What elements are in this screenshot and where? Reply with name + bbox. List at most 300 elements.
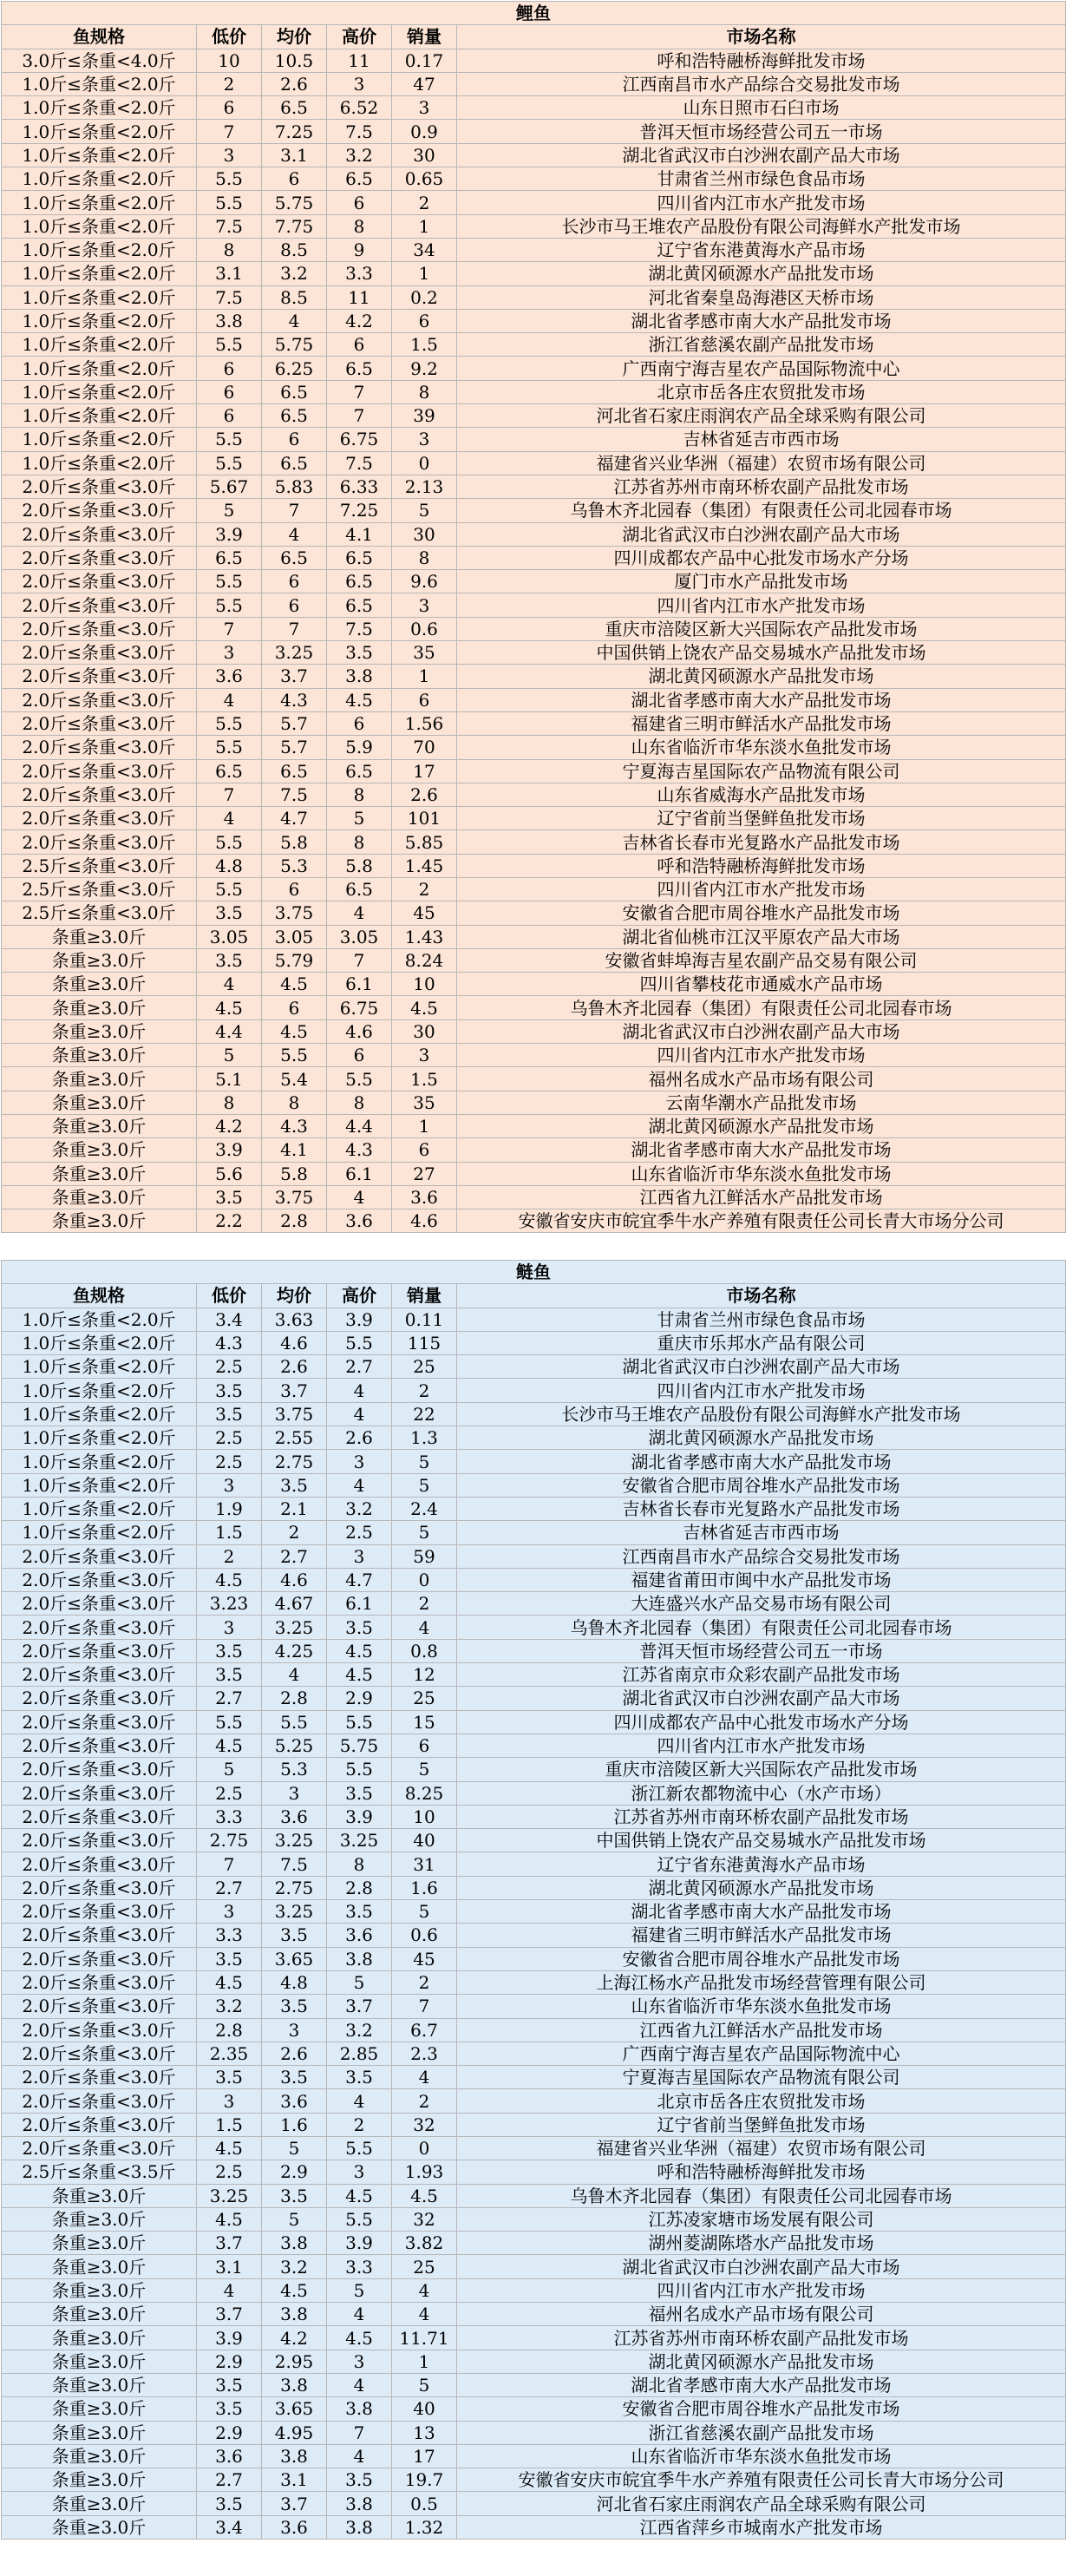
table-row bbox=[2, 2113, 1066, 2136]
avg-price-cell: 6.5 bbox=[262, 380, 327, 403]
header-spec: 鱼规格 bbox=[2, 1284, 197, 1308]
market-name-cell: 宁夏海吉星国际农产品物流有限公司 bbox=[457, 2066, 1066, 2089]
table-row bbox=[2, 688, 1066, 711]
spec-cell: 3.0斤≤条重<4.0斤 bbox=[2, 49, 197, 72]
spec-cell: 1.0斤≤条重<2.0斤 bbox=[2, 143, 197, 167]
volume-cell: 1.32 bbox=[392, 2515, 457, 2539]
low-price-cell: 1.5 bbox=[197, 2113, 262, 2136]
high-price-cell: 7.5 bbox=[327, 120, 392, 143]
table-row bbox=[2, 948, 1066, 972]
volume-cell: 0.2 bbox=[392, 285, 457, 309]
avg-price-cell: 8 bbox=[262, 1091, 327, 1114]
avg-price-cell: 6.5 bbox=[262, 404, 327, 428]
table-row bbox=[2, 214, 1066, 238]
table-row bbox=[2, 72, 1066, 95]
high-price-cell: 4 bbox=[327, 1402, 392, 1426]
avg-price-cell: 3.75 bbox=[262, 1185, 327, 1209]
volume-cell: 47 bbox=[392, 72, 457, 95]
market-name-cell: 湖北省孝感市南大水产品批发市场 bbox=[457, 309, 1066, 332]
table-row bbox=[2, 996, 1066, 1019]
market-name-cell: 四川省攀枝花市通威水产品市场 bbox=[457, 973, 1066, 996]
high-price-cell: 7.5 bbox=[327, 617, 392, 640]
low-price-cell: 7.5 bbox=[197, 285, 262, 309]
volume-cell: 30 bbox=[392, 1019, 457, 1043]
table-row bbox=[2, 2515, 1066, 2539]
high-price-cell: 11 bbox=[327, 285, 392, 309]
table-row bbox=[2, 1734, 1066, 1757]
volume-cell: 0.11 bbox=[392, 1308, 457, 1331]
spec-cell: 条重≥3.0斤 bbox=[2, 948, 197, 972]
table-row bbox=[2, 854, 1066, 877]
spec-cell: 2.0斤≤条重<3.0斤 bbox=[2, 617, 197, 640]
spec-cell: 1.0斤≤条重<2.0斤 bbox=[2, 167, 197, 191]
table-row bbox=[2, 2421, 1066, 2444]
volume-cell: 0 bbox=[392, 1568, 457, 1591]
spec-cell: 条重≥3.0斤 bbox=[2, 2303, 197, 2326]
volume-cell: 1.5 bbox=[392, 333, 457, 357]
avg-price-cell: 3.25 bbox=[262, 641, 327, 665]
high-price-cell: 6.33 bbox=[327, 475, 392, 498]
volume-cell: 2.6 bbox=[392, 783, 457, 806]
high-price-cell: 6.5 bbox=[327, 167, 392, 191]
spec-cell: 1.0斤≤条重<2.0斤 bbox=[2, 309, 197, 332]
avg-price-cell: 3.2 bbox=[262, 2255, 327, 2278]
market-name-cell: 湖北省武汉市白沙洲农副产品大市场 bbox=[457, 2255, 1066, 2278]
avg-price-cell: 8.5 bbox=[262, 285, 327, 309]
market-name-cell: 乌鲁木齐北园春（集团）有限责任公司北园春市场 bbox=[457, 1616, 1066, 1639]
volume-cell: 3.6 bbox=[392, 1185, 457, 1209]
high-price-cell: 4 bbox=[327, 901, 392, 925]
low-price-cell: 3.5 bbox=[197, 1663, 262, 1687]
low-price-cell: 3.5 bbox=[197, 2492, 262, 2515]
avg-price-cell: 3.05 bbox=[262, 925, 327, 948]
low-price-cell: 3 bbox=[197, 1616, 262, 1639]
avg-price-cell: 3.7 bbox=[262, 2492, 327, 2515]
high-price-cell: 7 bbox=[327, 2421, 392, 2444]
avg-price-cell: 6 bbox=[262, 593, 327, 617]
avg-price-cell: 7.25 bbox=[262, 120, 327, 143]
volume-cell: 4 bbox=[392, 2278, 457, 2302]
low-price-cell: 3.1 bbox=[197, 2255, 262, 2278]
volume-cell: 5 bbox=[392, 1758, 457, 1781]
avg-price-cell: 2 bbox=[262, 1521, 327, 1544]
volume-cell: 32 bbox=[392, 2207, 457, 2231]
low-price-cell: 3.23 bbox=[197, 1592, 262, 1616]
avg-price-cell: 5.3 bbox=[262, 854, 327, 877]
high-price-cell: 4.5 bbox=[327, 2184, 392, 2207]
volume-cell: 1 bbox=[392, 262, 457, 285]
volume-cell: 2.4 bbox=[392, 1497, 457, 1520]
avg-price-cell: 3 bbox=[262, 2018, 327, 2042]
market-name-cell: 辽宁省东港黄海水产品市场 bbox=[457, 238, 1066, 261]
low-price-cell: 6.5 bbox=[197, 546, 262, 569]
spec-cell: 2.0斤≤条重<3.0斤 bbox=[2, 1805, 197, 1828]
low-price-cell: 3.5 bbox=[197, 1402, 262, 1426]
low-price-cell: 3.7 bbox=[197, 2232, 262, 2255]
low-price-cell: 5.5 bbox=[197, 191, 262, 214]
table-row bbox=[2, 1544, 1066, 1568]
table-row bbox=[2, 2255, 1066, 2278]
market-name-cell: 江西南昌市水产品综合交易批发市场 bbox=[457, 1544, 1066, 1568]
low-price-cell: 7 bbox=[197, 617, 262, 640]
avg-price-cell: 5.7 bbox=[262, 736, 327, 759]
volume-cell: 4.5 bbox=[392, 2184, 457, 2207]
avg-price-cell: 3.8 bbox=[262, 2303, 327, 2326]
spec-cell: 2.0斤≤条重<3.0斤 bbox=[2, 1947, 197, 1970]
market-name-cell: 吉林省长春市光复路水产品批发市场 bbox=[457, 1497, 1066, 1520]
avg-price-cell: 4.95 bbox=[262, 2421, 327, 2444]
table-row bbox=[2, 1379, 1066, 1402]
market-name-cell: 四川省内江市水产批发市场 bbox=[457, 877, 1066, 901]
market-name-cell: 甘肃省兰州市绿色食品市场 bbox=[457, 167, 1066, 191]
table-row bbox=[2, 238, 1066, 261]
volume-cell: 0.17 bbox=[392, 49, 457, 72]
header-low: 低价 bbox=[197, 25, 262, 49]
high-price-cell: 5 bbox=[327, 807, 392, 830]
low-price-cell: 1.9 bbox=[197, 1497, 262, 1520]
low-price-cell: 4 bbox=[197, 2278, 262, 2302]
avg-price-cell: 5.4 bbox=[262, 1067, 327, 1091]
high-price-cell: 4 bbox=[327, 1185, 392, 1209]
avg-price-cell: 5.79 bbox=[262, 948, 327, 972]
volume-cell: 45 bbox=[392, 901, 457, 925]
high-price-cell: 5 bbox=[327, 1970, 392, 1994]
low-price-cell: 7 bbox=[197, 120, 262, 143]
low-price-cell: 3 bbox=[197, 1900, 262, 1924]
avg-price-cell: 2.8 bbox=[262, 1209, 327, 1233]
high-price-cell: 4.5 bbox=[327, 1639, 392, 1662]
volume-cell: 3 bbox=[392, 428, 457, 451]
avg-price-cell: 3.75 bbox=[262, 1402, 327, 1426]
avg-price-cell: 3.25 bbox=[262, 1616, 327, 1639]
low-price-cell: 4.5 bbox=[197, 2207, 262, 2231]
table-row bbox=[2, 1710, 1066, 1734]
high-price-cell: 3.25 bbox=[327, 1829, 392, 1852]
header-spec: 鱼规格 bbox=[2, 25, 197, 49]
table-row bbox=[2, 2066, 1066, 2089]
avg-price-cell: 5 bbox=[262, 2207, 327, 2231]
table-row bbox=[2, 167, 1066, 191]
low-price-cell: 1.5 bbox=[197, 1521, 262, 1544]
spec-cell: 2.0斤≤条重<3.0斤 bbox=[2, 1639, 197, 1662]
avg-price-cell: 6.5 bbox=[262, 546, 327, 569]
market-name-cell: 厦门市水产品批发市场 bbox=[457, 570, 1066, 593]
avg-price-cell: 3.2 bbox=[262, 262, 327, 285]
low-price-cell: 3.8 bbox=[197, 309, 262, 332]
high-price-cell: 3.5 bbox=[327, 641, 392, 665]
market-name-cell: 河北省秦皇岛海港区天桥市场 bbox=[457, 285, 1066, 309]
market-name-cell: 乌鲁木齐北园春（集团）有限责任公司北园春市场 bbox=[457, 2184, 1066, 2207]
low-price-cell: 2.5 bbox=[197, 1450, 262, 1473]
table-row bbox=[2, 1402, 1066, 1426]
low-price-cell: 5.5 bbox=[197, 830, 262, 854]
high-price-cell: 5.5 bbox=[327, 1067, 392, 1091]
table-row bbox=[2, 1067, 1066, 1091]
low-price-cell: 3.05 bbox=[197, 925, 262, 948]
table-row bbox=[2, 1970, 1066, 1994]
spec-cell: 2.0斤≤条重<3.0斤 bbox=[2, 641, 197, 665]
table-row bbox=[2, 1497, 1066, 1520]
high-price-cell: 7.5 bbox=[327, 451, 392, 475]
carp-price-table bbox=[1, 1, 1066, 1233]
market-name-cell: 呼和浩特融桥海鲜批发市场 bbox=[457, 854, 1066, 877]
low-price-cell: 5.1 bbox=[197, 1067, 262, 1091]
low-price-cell: 2.2 bbox=[197, 1209, 262, 1233]
table-row bbox=[2, 2184, 1066, 2207]
market-name-cell: 湖州菱湖陈塔水产品批发市场 bbox=[457, 2232, 1066, 2255]
volume-cell: 3 bbox=[392, 1044, 457, 1067]
volume-cell: 6 bbox=[392, 688, 457, 711]
high-price-cell: 6 bbox=[327, 333, 392, 357]
spec-cell: 条重≥3.0斤 bbox=[2, 1185, 197, 1209]
high-price-cell: 2.8 bbox=[327, 1876, 392, 1899]
high-price-cell: 2.9 bbox=[327, 1687, 392, 1710]
volume-cell: 1.43 bbox=[392, 925, 457, 948]
high-price-cell: 8 bbox=[327, 1091, 392, 1114]
spec-cell: 2.0斤≤条重<3.0斤 bbox=[2, 688, 197, 711]
avg-price-cell: 2.55 bbox=[262, 1426, 327, 1450]
spec-cell: 条重≥3.0斤 bbox=[2, 1138, 197, 1162]
market-name-cell: 山东省临沂市华东淡水鱼批发市场 bbox=[457, 1995, 1066, 2018]
volume-cell: 4 bbox=[392, 2303, 457, 2326]
spec-cell: 2.0斤≤条重<3.0斤 bbox=[2, 593, 197, 617]
low-price-cell: 4.5 bbox=[197, 1734, 262, 1757]
high-price-cell: 3.8 bbox=[327, 2492, 392, 2515]
avg-price-cell: 3.63 bbox=[262, 1308, 327, 1331]
market-name-cell: 长沙市马王堆农产品股份有限公司海鲜水产批发市场 bbox=[457, 214, 1066, 238]
low-price-cell: 3.2 bbox=[197, 1995, 262, 2018]
low-price-cell: 2 bbox=[197, 1544, 262, 1568]
volume-cell: 0.9 bbox=[392, 120, 457, 143]
high-price-cell: 4.7 bbox=[327, 1568, 392, 1591]
avg-price-cell: 1.6 bbox=[262, 2113, 327, 2136]
low-price-cell: 3 bbox=[197, 2089, 262, 2113]
table-row bbox=[2, 2207, 1066, 2231]
market-name-cell: 重庆市乐邦水产品有限公司 bbox=[457, 1331, 1066, 1354]
volume-cell: 9.6 bbox=[392, 570, 457, 593]
low-price-cell: 3.3 bbox=[197, 1924, 262, 1947]
table-row bbox=[2, 1331, 1066, 1354]
avg-price-cell: 4 bbox=[262, 522, 327, 546]
low-price-cell: 5.5 bbox=[197, 1710, 262, 1734]
market-name-cell: 江苏凌家塘市场发展有限公司 bbox=[457, 2207, 1066, 2231]
high-price-cell: 2.7 bbox=[327, 1355, 392, 1379]
volume-cell: 2.13 bbox=[392, 475, 457, 498]
high-price-cell: 6.5 bbox=[327, 877, 392, 901]
table-row bbox=[2, 641, 1066, 665]
volume-cell: 1 bbox=[392, 2350, 457, 2373]
market-name-cell: 广西南宁海吉星农产品国际物流中心 bbox=[457, 357, 1066, 380]
market-name-cell: 上海江杨水产品批发市场经营管理有限公司 bbox=[457, 1970, 1066, 1994]
market-name-cell: 中国供销上饶农产品交易城水产品批发市场 bbox=[457, 641, 1066, 665]
avg-price-cell: 2.7 bbox=[262, 1544, 327, 1568]
low-price-cell: 4 bbox=[197, 807, 262, 830]
high-price-cell: 5 bbox=[327, 2278, 392, 2302]
avg-price-cell: 5.5 bbox=[262, 1710, 327, 1734]
table-row bbox=[2, 1852, 1066, 1876]
avg-price-cell: 4.3 bbox=[262, 1114, 327, 1137]
avg-price-cell: 3.8 bbox=[262, 2373, 327, 2396]
high-price-cell: 3.2 bbox=[327, 1497, 392, 1520]
avg-price-cell: 2.75 bbox=[262, 1876, 327, 1899]
volume-cell: 2 bbox=[392, 1970, 457, 1994]
spec-cell: 2.5斤≤条重<3.0斤 bbox=[2, 901, 197, 925]
market-name-cell: 山东省临沂市华东淡水鱼批发市场 bbox=[457, 1162, 1066, 1185]
volume-cell: 11.71 bbox=[392, 2326, 457, 2350]
high-price-cell: 3.6 bbox=[327, 1924, 392, 1947]
spec-cell: 1.0斤≤条重<2.0斤 bbox=[2, 238, 197, 261]
high-price-cell: 3.3 bbox=[327, 262, 392, 285]
spec-cell: 1.0斤≤条重<2.0斤 bbox=[2, 451, 197, 475]
avg-price-cell: 3.6 bbox=[262, 1805, 327, 1828]
table-row bbox=[2, 451, 1066, 475]
spec-cell: 2.0斤≤条重<3.0斤 bbox=[2, 2089, 197, 2113]
avg-price-cell: 3.1 bbox=[262, 2468, 327, 2492]
spec-cell: 2.0斤≤条重<3.0斤 bbox=[2, 759, 197, 783]
market-name-cell: 福建省三明市鲜活水产品批发市场 bbox=[457, 1924, 1066, 1947]
avg-price-cell: 3.25 bbox=[262, 1829, 327, 1852]
high-price-cell: 5.5 bbox=[327, 1710, 392, 1734]
avg-price-cell: 4.6 bbox=[262, 1568, 327, 1591]
low-price-cell: 3.4 bbox=[197, 1308, 262, 1331]
volume-cell: 5 bbox=[392, 1521, 457, 1544]
spec-cell: 条重≥3.0斤 bbox=[2, 1019, 197, 1043]
table-row bbox=[2, 1805, 1066, 1828]
volume-cell: 3.82 bbox=[392, 2232, 457, 2255]
avg-price-cell: 6 bbox=[262, 570, 327, 593]
section-title: 鲤鱼 bbox=[2, 2, 1066, 25]
table-row bbox=[2, 2278, 1066, 2302]
spec-cell: 2.5斤≤条重<3.0斤 bbox=[2, 877, 197, 901]
volume-cell: 5 bbox=[392, 499, 457, 522]
spec-cell: 2.0斤≤条重<3.0斤 bbox=[2, 1663, 197, 1687]
high-price-cell: 6.5 bbox=[327, 546, 392, 569]
low-price-cell: 5.5 bbox=[197, 570, 262, 593]
market-name-cell: 湖北黄冈硕源水产品批发市场 bbox=[457, 1876, 1066, 1899]
volume-cell: 101 bbox=[392, 807, 457, 830]
high-price-cell: 3 bbox=[327, 72, 392, 95]
table-row bbox=[2, 546, 1066, 569]
high-price-cell: 6 bbox=[327, 1044, 392, 1067]
volume-cell: 2 bbox=[392, 191, 457, 214]
spec-cell: 2.0斤≤条重<3.0斤 bbox=[2, 665, 197, 688]
low-price-cell: 5.5 bbox=[197, 877, 262, 901]
high-price-cell: 6.5 bbox=[327, 357, 392, 380]
market-name-cell: 江西省萍乡市城南水产批发市场 bbox=[457, 2515, 1066, 2539]
low-price-cell: 2.9 bbox=[197, 2350, 262, 2373]
avg-price-cell: 3.5 bbox=[262, 2066, 327, 2089]
market-name-cell: 四川成都农产品中心批发市场水产分场 bbox=[457, 546, 1066, 569]
spec-cell: 1.0斤≤条重<2.0斤 bbox=[2, 1308, 197, 1331]
avg-price-cell: 2.95 bbox=[262, 2350, 327, 2373]
market-name-cell: 湖北省仙桃市江汉平原农产品大市场 bbox=[457, 925, 1066, 948]
avg-price-cell: 10.5 bbox=[262, 49, 327, 72]
table-row bbox=[2, 2160, 1066, 2184]
market-name-cell: 普洱天恒市场经营公司五一市场 bbox=[457, 120, 1066, 143]
avg-price-cell: 5.75 bbox=[262, 333, 327, 357]
low-price-cell: 2.7 bbox=[197, 2468, 262, 2492]
high-price-cell: 3 bbox=[327, 1544, 392, 1568]
low-price-cell: 3.3 bbox=[197, 1805, 262, 1828]
low-price-cell: 3.5 bbox=[197, 2373, 262, 2396]
market-name-cell: 吉林省延吉市西市场 bbox=[457, 1521, 1066, 1544]
low-price-cell: 2.9 bbox=[197, 2421, 262, 2444]
volume-cell: 40 bbox=[392, 2397, 457, 2421]
volume-cell: 1.45 bbox=[392, 854, 457, 877]
spec-cell: 条重≥3.0斤 bbox=[2, 1091, 197, 1114]
spec-cell: 条重≥3.0斤 bbox=[2, 2373, 197, 2396]
volume-cell: 5.85 bbox=[392, 830, 457, 854]
low-price-cell: 3.9 bbox=[197, 522, 262, 546]
volume-cell: 35 bbox=[392, 1091, 457, 1114]
avg-price-cell: 3.6 bbox=[262, 2515, 327, 2539]
high-price-cell: 3.9 bbox=[327, 1308, 392, 1331]
avg-price-cell: 5.7 bbox=[262, 711, 327, 735]
volume-cell: 31 bbox=[392, 1852, 457, 1876]
market-name-cell: 辽宁省前当堡鲜鱼批发市场 bbox=[457, 2113, 1066, 2136]
volume-cell: 5 bbox=[392, 1450, 457, 1473]
table-row bbox=[2, 2042, 1066, 2065]
volume-cell: 70 bbox=[392, 736, 457, 759]
volume-cell: 22 bbox=[392, 1402, 457, 1426]
table-row bbox=[2, 1876, 1066, 1899]
spec-cell: 条重≥3.0斤 bbox=[2, 2444, 197, 2468]
high-price-cell: 4 bbox=[327, 2444, 392, 2468]
high-price-cell: 3 bbox=[327, 1450, 392, 1473]
spec-cell: 1.0斤≤条重<2.0斤 bbox=[2, 380, 197, 403]
high-price-cell: 8 bbox=[327, 830, 392, 854]
volume-cell: 0 bbox=[392, 2136, 457, 2160]
volume-cell: 30 bbox=[392, 143, 457, 167]
market-name-cell: 湖北省孝感市南大水产品批发市场 bbox=[457, 1900, 1066, 1924]
avg-price-cell: 6 bbox=[262, 167, 327, 191]
spec-cell: 2.0斤≤条重<3.0斤 bbox=[2, 1876, 197, 1899]
avg-price-cell: 3.5 bbox=[262, 2184, 327, 2207]
avg-price-cell: 3.5 bbox=[262, 1924, 327, 1947]
market-name-cell: 河北省石家庄雨润农产品全球采购有限公司 bbox=[457, 404, 1066, 428]
market-name-cell: 湖北黄冈硕源水产品批发市场 bbox=[457, 2350, 1066, 2373]
volume-cell: 3 bbox=[392, 96, 457, 120]
market-name-cell: 四川省内江市水产批发市场 bbox=[457, 1379, 1066, 1402]
volume-cell: 2 bbox=[392, 1592, 457, 1616]
table-row bbox=[2, 428, 1066, 451]
table-row bbox=[2, 1044, 1066, 1067]
high-price-cell: 4 bbox=[327, 1379, 392, 1402]
avg-price-cell: 3.8 bbox=[262, 2232, 327, 2255]
high-price-cell: 6.75 bbox=[327, 996, 392, 1019]
low-price-cell: 2.7 bbox=[197, 1687, 262, 1710]
high-price-cell: 4.2 bbox=[327, 309, 392, 332]
high-price-cell: 4.1 bbox=[327, 522, 392, 546]
table-row bbox=[2, 617, 1066, 640]
spec-cell: 1.0斤≤条重<2.0斤 bbox=[2, 1450, 197, 1473]
table-row bbox=[2, 665, 1066, 688]
market-name-cell: 江苏省苏州市南环桥农副产品批发市场 bbox=[457, 1805, 1066, 1828]
avg-price-cell: 4.8 bbox=[262, 1970, 327, 1994]
volume-cell: 4.6 bbox=[392, 1209, 457, 1233]
table-row bbox=[2, 143, 1066, 167]
spec-cell: 条重≥3.0斤 bbox=[2, 2397, 197, 2421]
table-row bbox=[2, 499, 1066, 522]
volume-cell: 8.24 bbox=[392, 948, 457, 972]
spec-cell: 2.0斤≤条重<3.0斤 bbox=[2, 1710, 197, 1734]
low-price-cell: 4.5 bbox=[197, 1970, 262, 1994]
spec-cell: 2.0斤≤条重<3.0斤 bbox=[2, 475, 197, 498]
low-price-cell: 3 bbox=[197, 1473, 262, 1497]
low-price-cell: 3.4 bbox=[197, 2515, 262, 2539]
table-row bbox=[2, 2373, 1066, 2396]
low-price-cell: 5.5 bbox=[197, 736, 262, 759]
